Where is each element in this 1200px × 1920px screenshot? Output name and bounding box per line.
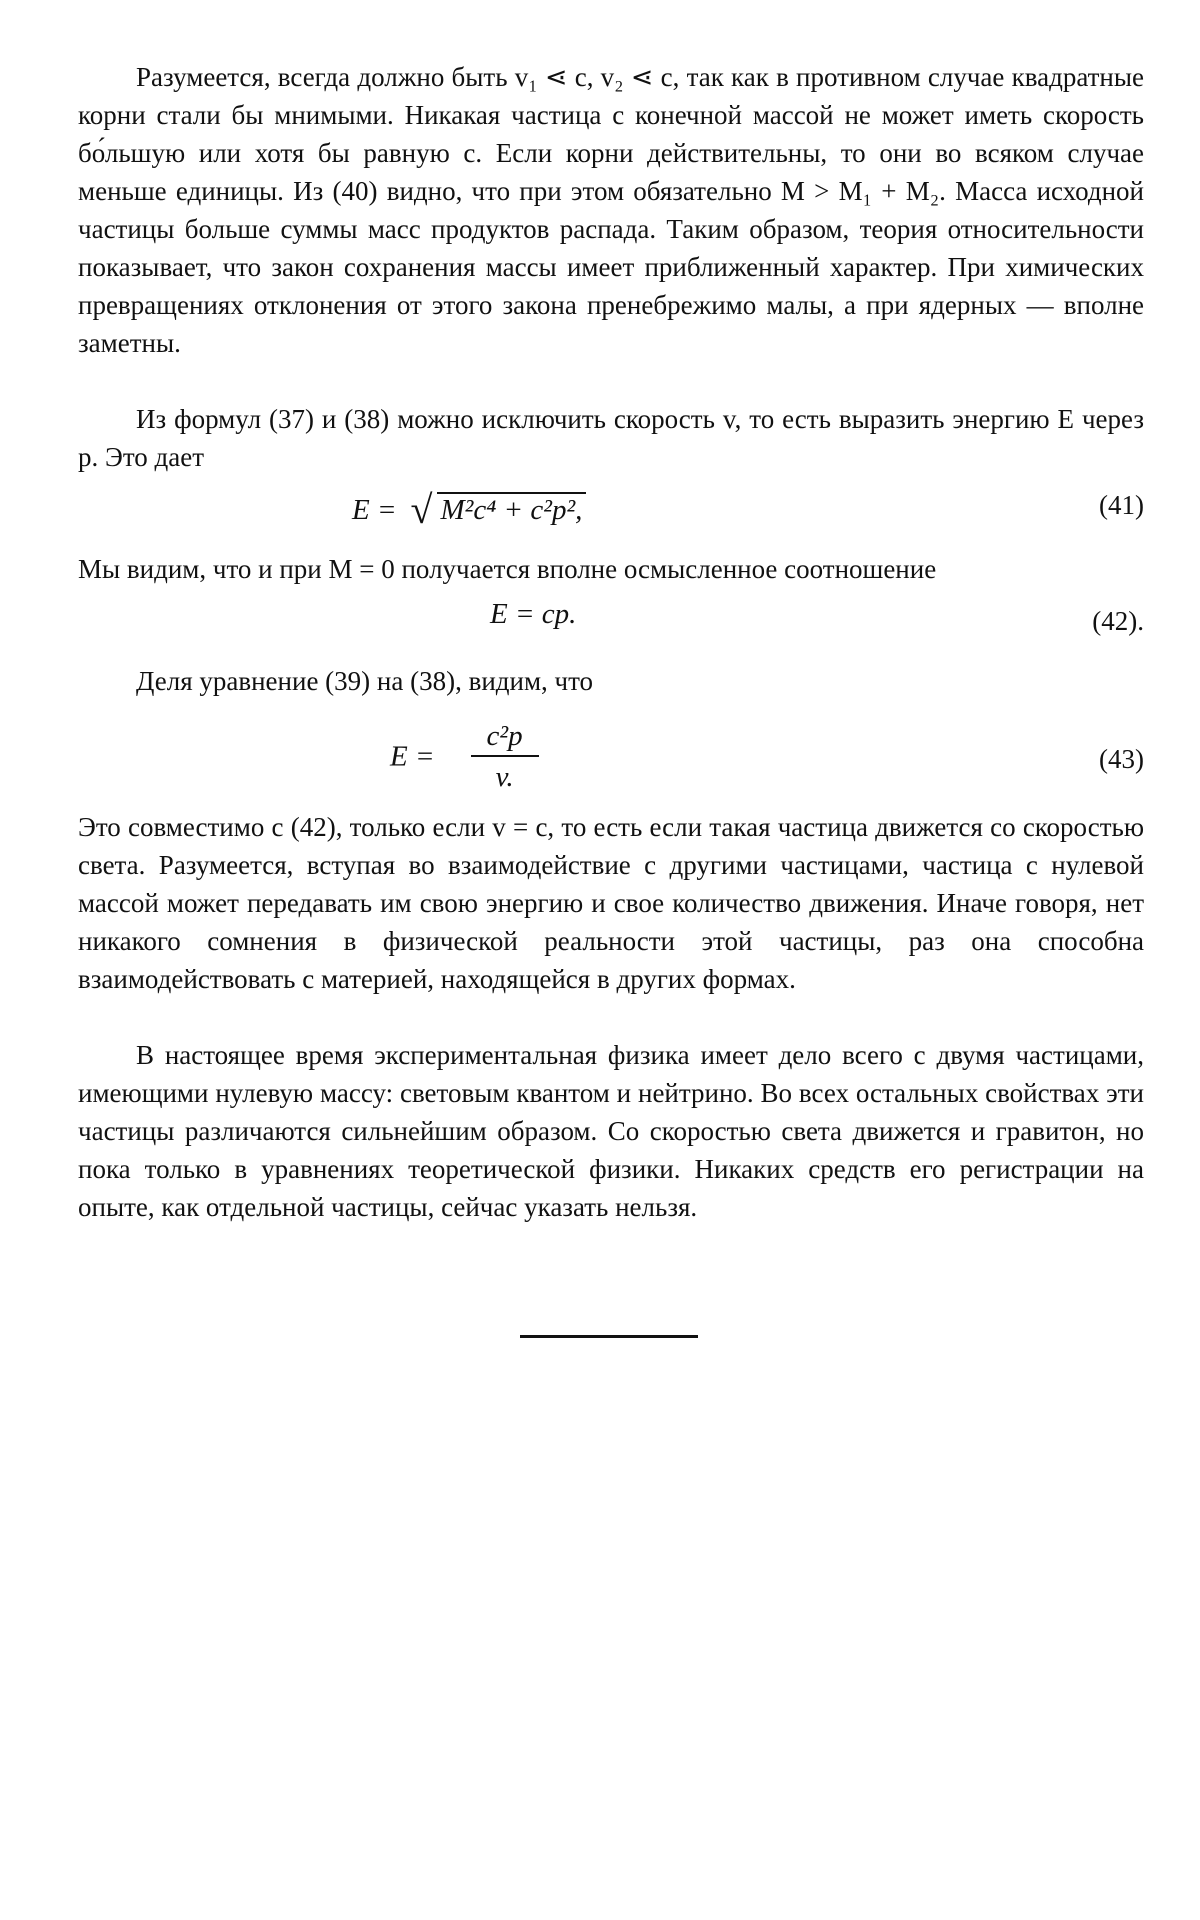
paragraph-4: Деля уравнение (39) на (38), видим, что (136, 666, 594, 696)
end-rule (520, 1335, 698, 1338)
eq42-number: (42). (1092, 606, 1144, 636)
paragraph-6: В настоящее время экспериментальная физика имеет дело всего с двумя частицами, имеющими нулевую массу: световым квантом и нейтрино. Во всех остальных свойствах эти частицы различаются сильнейшим образом. Со скоростью света движется и гравитон, но пока только в уравнениях теоретической физики. Никаких средств его регистрации на опыте, как отдельной частицы, сейчас указать нельзя. (78, 1040, 1144, 1222)
equation-41 (0, 482, 1200, 532)
eq43-lhs: E = (390, 740, 435, 773)
paragraph-5: Это совместимо с (42), только если v = c, то есть если такая частица движется со скоростью света. Разумеется, вступая во взаимодействие с другими частицами, частица с нулевой массой может передавать им свою энергию и свое количество движения. Иначе говоря, нет никакого сомнения в физической реальности этой частицы, раз она способна взаимодействовать с материей, находящейся в других формах. (78, 812, 1144, 994)
eq41-radicand: M²c⁴ + c²p², (437, 492, 587, 527)
paragraph-3: Мы видим, что и при M = 0 получается вполне осмысленное соотношение (78, 554, 937, 584)
eq43-numerator: c²p (471, 720, 539, 757)
eq43-fraction (471, 720, 539, 794)
eq43-denominator: v. (495, 761, 514, 793)
equation-42 (0, 598, 1200, 648)
eq43-number: (43) (1099, 744, 1144, 774)
eq41-number: (41) (1099, 490, 1144, 520)
sqrt-sign-icon: √ (410, 487, 433, 532)
paragraph-1: Разумеется, всегда должно быть v₁ ⋖ c, v₂ ⋖ c, так как в противном случае квадратные корни стали бы мнимыми. Никакая частица с конечной массой не может иметь скорость бо́льшую или хотя бы равную c. Если корни действительны, то они во всяком случае меньше единицы. Из (40) видно, что при этом обязательно M > M₁ + M₂. Масса исходной частицы больше суммы масс продуктов распада. Таким образом, теория относительности показывает, что закон сохранения массы имеет приближенный характер. При химических превращениях отклонения от этого закона пренебрежимо малы, а при ядерных — вполне заметны. (78, 62, 1144, 358)
eq41-lhs: E = (352, 494, 397, 526)
paragraph-2: Из формул (37) и (38) можно исключить скорость v, то есть выразить энергию E через p. Это дает (78, 404, 1144, 472)
equation-43 (0, 720, 1200, 800)
eq42-expr: E = cp. (490, 598, 577, 630)
